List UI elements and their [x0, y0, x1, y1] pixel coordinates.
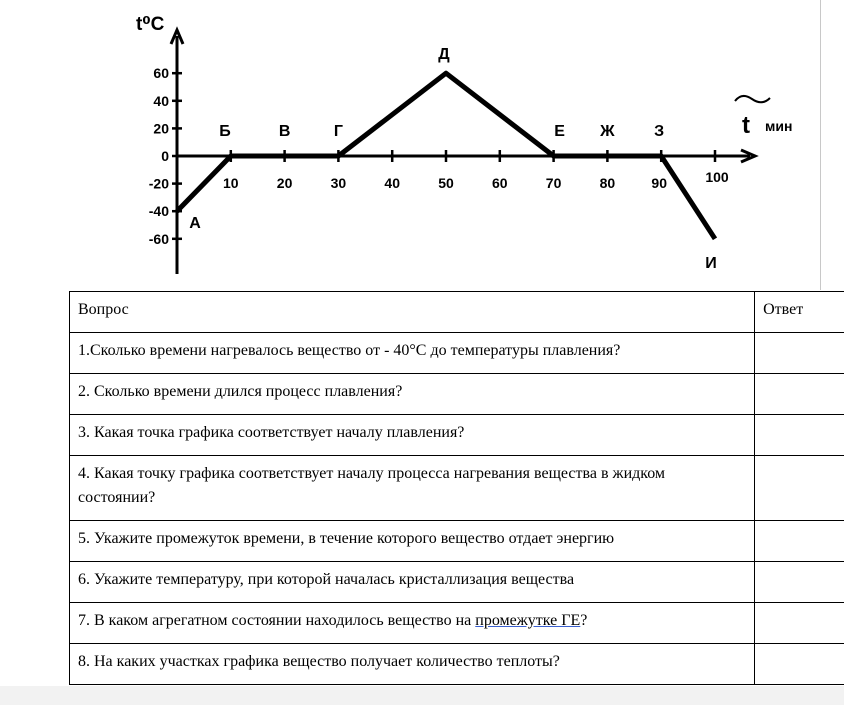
question-7-underlined: промежутке ГЕ	[475, 612, 581, 629]
answer-8[interactable]	[755, 644, 844, 685]
table-row	[70, 562, 844, 603]
point-label: А	[189, 215, 201, 232]
answer-7[interactable]	[755, 603, 844, 644]
x-tick-label: 30	[330, 175, 347, 191]
y-tick-label: -40	[148, 203, 169, 220]
answer-5[interactable]	[755, 521, 844, 562]
x-tick-label: 100	[705, 169, 729, 185]
x-tick-label: 90	[651, 175, 667, 191]
temperature-chart	[0, 0, 844, 290]
answer-1[interactable]	[755, 333, 844, 374]
question-7-suffix: ?	[580, 612, 588, 629]
y-tick-label: -60	[148, 230, 169, 247]
point-label: З	[654, 123, 665, 140]
y-tick-label: 40	[153, 92, 169, 109]
time-symbol: t	[742, 112, 750, 139]
answer-2[interactable]	[755, 374, 844, 415]
window-bottom-strip	[0, 686, 844, 705]
y-axis-label: t⁰С	[136, 14, 165, 35]
question-7-prefix: 7. В каком агрегатном состоянии находилось вещество на	[78, 612, 476, 629]
point-label: Г	[333, 123, 343, 140]
question-7	[70, 603, 755, 644]
x-tick-label: 20	[276, 175, 293, 191]
question-3: 3. Какая точка графика соответствует началу плавления?	[70, 415, 755, 456]
point-label: Б	[219, 123, 231, 140]
answer-6[interactable]	[755, 562, 844, 603]
point-label: В	[278, 123, 291, 140]
y-tick-label: -20	[148, 175, 169, 192]
y-tick-label: 60	[153, 65, 169, 82]
table-row	[70, 603, 844, 644]
question-8: 8. На каких участках графика вещество получает количество теплоты?	[70, 644, 755, 685]
question-5: 5. Укажите промежуток времени, в течение которого вещество отдает энергию	[70, 521, 755, 562]
point-label: Ж	[600, 123, 615, 140]
x-tick-label: 80	[599, 175, 616, 191]
question-2: 2. Сколько времени длился процесс плавления?	[70, 374, 755, 415]
x-tick-label: 70	[545, 175, 562, 191]
x-tick-label: 50	[438, 175, 454, 191]
answer-4[interactable]	[755, 456, 844, 521]
table-row	[70, 521, 844, 562]
table-row	[70, 456, 844, 521]
table-row	[70, 415, 844, 456]
x-tick-label: 10	[223, 175, 239, 191]
x-tick-label: 40	[384, 175, 400, 191]
answer-3[interactable]	[755, 415, 844, 456]
x-axis-label: мин	[765, 118, 793, 134]
y-tick-label: 0	[161, 148, 169, 164]
point-label: Д	[438, 46, 450, 64]
header-question: Вопрос	[70, 292, 755, 333]
questions-table	[69, 291, 844, 685]
table-row	[70, 644, 844, 685]
time-tilde-mark	[735, 96, 770, 102]
table-row	[70, 333, 844, 374]
header-answer: Ответ	[755, 292, 844, 333]
table-header-row	[70, 292, 844, 333]
question-6: 6. Укажите температуру, при которой началась кристаллизация вещества	[70, 562, 755, 603]
point-label: Е	[554, 123, 565, 140]
question-4: 4. Какая точку графика соответствует началу процесса нагревания вещества в жидком состоянии?	[70, 456, 755, 521]
question-1: 1.Сколько времени нагревалось вещество от - 40°С до температуры плавления?	[70, 333, 755, 374]
point-label: И	[705, 255, 717, 272]
table-row	[70, 374, 844, 415]
y-tick-label: 20	[153, 120, 169, 137]
x-tick-label: 60	[492, 175, 508, 191]
